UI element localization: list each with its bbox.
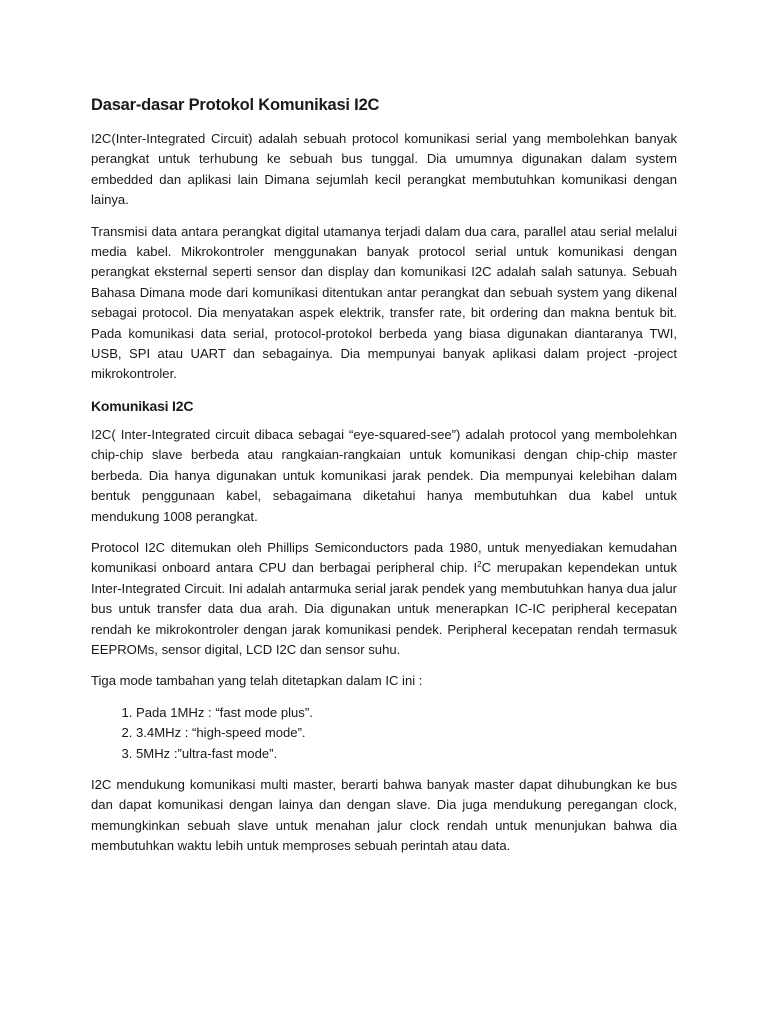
modes-intro: Tiga mode tambahan yang telah ditetapkan dalam IC ini : bbox=[91, 673, 423, 689]
list-item: 1. Pada 1MHz : “fast mode plus”. bbox=[136, 703, 677, 723]
list-item: 2. 3.4MHz : “high-speed mode”. bbox=[136, 723, 677, 743]
superscript-two: 2 bbox=[477, 560, 482, 570]
history-text-end: C merupakan kependekan untuk Inter-Integrated Circuit. Ini adalah antarmuka serial jarak pendek yang membutuhkan hanya dua jalur bus untuk transfer data dua arah. Dia digunakan untuk menerapkan IC-IC peripheral kecepatan rendah ke mikrokontroler dengan jarak komunikasi pendek. Peripheral kecepatan rendah termasuk EEPROMs, sensor digital, LCD I2C dan sensor suhu. bbox=[91, 560, 677, 657]
closing-paragraph: I2C mendukung komunikasi multi master, berarti bahwa banyak master dapat dihubungkan ke bus dan dapat komunikasi dengan lainya dan dengan slave. Dia juga mendukung peregangan clock, memungkinkan sebuah slave untuk menahan jalur clock rendah untuk menunjukan bahwa dia membutuhkan waktu lebih untuk memproses sebuah perintah atau data. bbox=[91, 776, 677, 854]
document-title: Dasar-dasar Protokol Komunikasi I2C bbox=[91, 96, 380, 114]
document-body bbox=[91, 94, 677, 866]
history-text-start: Protocol I2C ditemukan oleh Phillips Semiconductors pada 1980, untuk menyediakan kemudahan komunikasi onboard antara CPU dan berbagai peripheral chip. I bbox=[91, 539, 677, 576]
intro-paragraph: I2C(Inter-Integrated Circuit) adalah sebuah protocol komunikasi serial yang membolehkan banyak perangkat untuk terhubung ke sebuah bus tunggal. Dia umumnya digunakan dalam system embedded dan aplikasi lain Dimana sejumlah kecil perangkat membutuhkan komunikasi dengan lainya. bbox=[91, 131, 677, 208]
intro-paragraph: Transmisi data antara perangkat digital utamanya terjadi dalam dua cara, parallel atau serial melalui media kabel. Mikrokontroler menggunakan banyak protocol serial untuk komunikasi dengan perangkat eksternal seperti sensor dan display dan komunikasi I2C adalah salah satunya. Sebuah Bahasa Dimana mode dari komunikasi ditentukan antar perangkat dan sebuah system yang dikenal sebagai protocol. Dia menyatakan aspek elektrik, transfer rate, bit ordering dan makna bentuk bit. Pada komunikasi data serial, protocol-protokol berbeda yang biasa digunakan diantaranya TWI, USB, SPI atau UART dan sebagainya. Dia mempunyai banyak aplikasi dalam project -project mikrokontroler. bbox=[91, 223, 677, 382]
section-paragraph-history bbox=[91, 538, 677, 660]
modes-list bbox=[91, 703, 677, 764]
list-item: 3. 5MHz :”ultra-fast mode”. bbox=[136, 744, 677, 764]
section-heading: Komunikasi I2C bbox=[91, 397, 194, 414]
section-paragraph: I2C( Inter-Integrated circuit dibaca sebagai “eye-squared-see”) adalah protocol yang membolehkan chip-chip slave berbeda atau rangkaian-rangkaian untuk komunikasi dengan chip-chip master berbeda. Dia hanya digunakan untuk komunikasi jarak pendek. Dia mempunyai kelebihan dalam bentuk penggunaan kabel, sebagaimana diketahui hanya membutuhkan dua kabel untuk mendukung 1008 perangkat. bbox=[91, 426, 677, 524]
